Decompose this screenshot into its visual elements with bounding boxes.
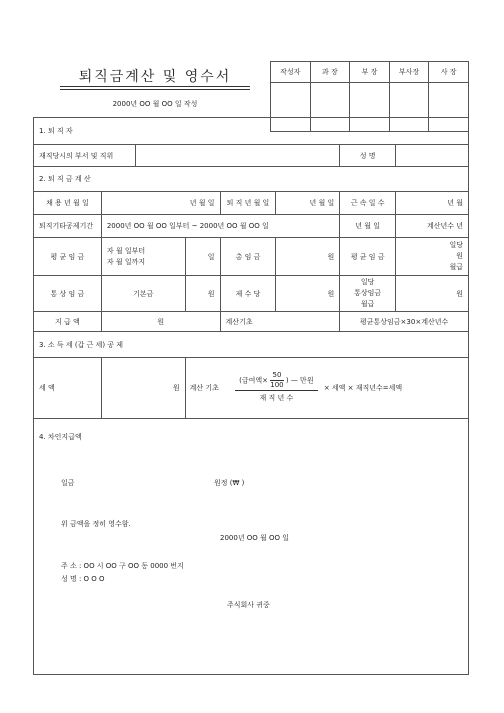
avg-wage-label: 평 균 임 금 bbox=[34, 238, 102, 276]
total-wage-label: 총 임 금 bbox=[220, 238, 276, 276]
ordinary-wage-label-2: 통상임금 bbox=[354, 289, 382, 297]
formula-tail: × 세액 × 재직년수=세액 bbox=[323, 384, 403, 392]
avg-daily-label: 일당 bbox=[449, 241, 463, 249]
ordinary-monthly-label: 월급 bbox=[360, 300, 375, 308]
avg-monthly-label: 월급 bbox=[449, 263, 463, 271]
tax-amount-field[interactable]: 원 bbox=[101, 358, 185, 419]
ordinary-daily-label: 일당 bbox=[360, 278, 375, 286]
title-underline bbox=[60, 86, 250, 87]
section1-title: 1. 퇴 직 자 bbox=[34, 118, 469, 145]
tax-amount-label: 세 액 bbox=[34, 358, 102, 419]
formula-prefix: (급여액× bbox=[239, 376, 269, 385]
deduction-period-label: 퇴직기타공제기간 bbox=[34, 215, 102, 238]
net-amount-label: 일금 bbox=[61, 479, 75, 487]
tax-basis-cell bbox=[185, 358, 468, 419]
service-days-field[interactable]: 년 월 bbox=[396, 192, 469, 215]
period-days[interactable]: 일 bbox=[185, 238, 220, 276]
approval-label-manager: 과 장 bbox=[310, 62, 350, 83]
severance-form-table bbox=[33, 117, 469, 675]
title-underline-2 bbox=[60, 89, 250, 90]
formula-suffix: ) — 만원 bbox=[285, 376, 314, 385]
allowance-label: 제 수 당 bbox=[220, 276, 276, 312]
fraction-numerator: 50 bbox=[270, 371, 283, 381]
calc-basis-formula: 평균통상임금×30×계산년수 bbox=[340, 312, 469, 332]
deduction-period-field[interactable]: 2000년 OO 월 OO 일부터 ~ 2000년 OO 월 OO 일 bbox=[101, 215, 339, 238]
allowance-field[interactable]: 원 bbox=[276, 276, 340, 312]
tax-formula bbox=[235, 371, 317, 405]
avg-wage-field[interactable] bbox=[396, 238, 469, 276]
formula-years: 재 직 년 수 bbox=[259, 394, 294, 402]
period-from: 자 월 일부터 bbox=[106, 246, 146, 255]
period-to: 자 월 일까지 bbox=[106, 257, 146, 266]
hire-date-field[interactable]: 년 월 일 bbox=[101, 192, 220, 215]
receipt-date: 2000년 OO 월 OO 일 bbox=[220, 534, 290, 542]
payment-amount-field[interactable]: 원 bbox=[101, 312, 220, 332]
avg-wage-label-2: 평 균 임 금 bbox=[340, 238, 396, 276]
ordinary-wage-field[interactable]: 원 bbox=[396, 276, 469, 312]
approval-label-writer: 작성자 bbox=[271, 62, 311, 83]
avg-won-label: 원 bbox=[456, 252, 463, 260]
deduction-ymd[interactable]: 년 월 일 bbox=[340, 215, 396, 238]
formula-fraction bbox=[270, 371, 283, 390]
retire-date-label: 퇴 직 년 월 일 bbox=[220, 192, 276, 215]
service-days-label: 근 속 일 수 bbox=[340, 192, 396, 215]
receipt-statement: 위 금액을 정히 영수함. bbox=[61, 520, 131, 528]
retire-date-field[interactable]: 년 월 일 bbox=[276, 192, 340, 215]
name-field[interactable] bbox=[396, 145, 469, 167]
tax-formula-numerator bbox=[235, 371, 317, 391]
total-wage-field[interactable]: 원 bbox=[276, 238, 340, 276]
fraction-denominator: 100 bbox=[270, 381, 284, 389]
ordinary-wage-label: 통 상 임 금 bbox=[34, 276, 102, 312]
approval-label-vp: 부사장 bbox=[389, 62, 429, 83]
approval-label-director: 부 장 bbox=[350, 62, 390, 83]
net-amount-field[interactable]: 원정 (₩ ) bbox=[214, 479, 245, 487]
address-line[interactable]: 주 소 : OO 시 OO 구 OO 동 0000 번지 bbox=[61, 562, 184, 570]
dept-position-label: 재직당시의 부서 및 직위 bbox=[34, 145, 136, 167]
hire-date-label: 채 용 년 월 일 bbox=[34, 192, 102, 215]
calc-years-field[interactable]: 계산년수 년 bbox=[396, 215, 469, 238]
ordinary-wage-type bbox=[340, 276, 396, 312]
section4-title: 4. 차인지급액 bbox=[39, 433, 82, 441]
approval-label-president: 사 장 bbox=[429, 62, 469, 83]
base-pay-field[interactable]: 원 bbox=[185, 276, 220, 312]
section2-title: 2. 퇴 직 금 계 산 bbox=[34, 167, 469, 192]
avg-wage-period[interactable] bbox=[101, 238, 185, 276]
written-date: 2000년 OO 월 OO 일 작성 bbox=[112, 100, 198, 108]
section4-cell bbox=[34, 419, 469, 675]
recipient-name-line[interactable]: 성 명 : O O O bbox=[61, 575, 105, 583]
calc-basis-label: 계산기초 bbox=[220, 312, 340, 332]
dept-position-field[interactable] bbox=[135, 145, 340, 167]
base-pay-label: 기본금 bbox=[101, 276, 185, 312]
name-label: 성 명 bbox=[340, 145, 396, 167]
section3-title: 3. 소 득 세 (갑 근 세) 공 제 bbox=[34, 332, 469, 358]
payment-amount-label: 지 급 액 bbox=[34, 312, 102, 332]
document-title: 퇴직금계산 및 영수서 bbox=[78, 69, 232, 85]
company-addressee: 주식회사 귀중 bbox=[227, 601, 270, 609]
tax-basis-label: 계산 기초 bbox=[189, 384, 219, 392]
